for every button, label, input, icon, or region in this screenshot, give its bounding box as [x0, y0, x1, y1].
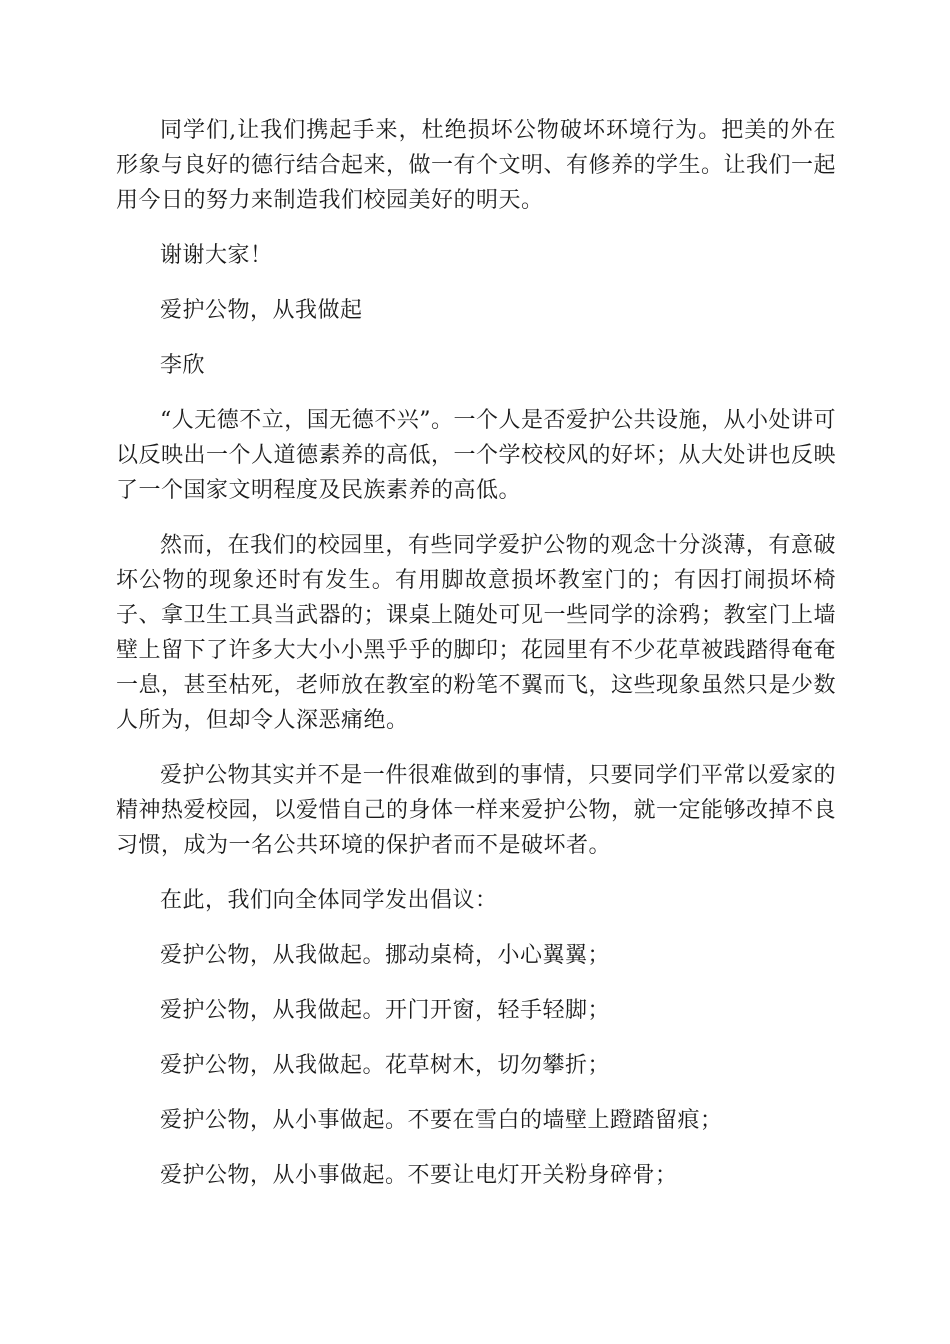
paragraph-proposal-intro: 在此，我们向全体同学发出倡议： — [160, 888, 498, 913]
proposal-item: 爱护公物，从小事做起。不要在雪白的墙壁上蹬踏留痕； — [160, 1108, 723, 1133]
proposal-item: 爱护公物，从小事做起。不要让电灯开关粉身碎骨； — [160, 1163, 678, 1188]
paragraph-advice: 爱护公物其实并不是一件很难做到的事情，只要同学们平常以爱家的精神热爱校园，以爱惜自己的身体一样来爱护公物，就一定能够改掉不良习惯，成为一名公共环境的保护者而不是破坏者。 — [116, 763, 837, 858]
paragraph-closing-appeal: 同学们,让我们携起手来，杜绝损坏公物破坏环境行为。把美的外在形象与良好的德行结合起来，做一有个文明、有修养的学生。让我们一起用今日的努力来制造我们校园美好的明天。 — [116, 118, 837, 213]
paragraph-thanks: 谢谢大家！ — [160, 243, 273, 268]
speech-author: 李欣 — [160, 353, 206, 378]
paragraph-intro: “人无德不立，国无德不兴”。一个人是否爱护公共设施，从小处讲可以反映出一个人道德素养的高低，一个学校校风的好坏；从大处讲也反映了一个国家文明程度及民族素养的高低。 — [116, 408, 837, 503]
proposal-item: 爱护公物，从我做起。开门开窗，轻手轻脚； — [160, 998, 611, 1023]
proposal-item: 爱护公物，从我做起。花草树木，切勿攀折； — [160, 1053, 611, 1078]
speech-title: 爱护公物，从我做起 — [160, 298, 363, 323]
proposal-item: 爱护公物，从我做起。挪动桌椅，小心翼翼； — [160, 943, 611, 968]
paragraph-problems: 然而，在我们的校园里，有些同学爱护公物的观念十分淡薄，有意破坏公物的现象还时有发生。有用脚故意损坏教室门的；有因打闹损坏椅子、拿卫生工具当武器的；课桌上随处可见一些同学的涂鸦；教室门上墙壁上留下了许多大大小小黑乎乎的脚印；花园里有不少花草被践踏得奄奄一息，甚至枯死，老师放在教室的粉笔不翼而飞，这些现象虽然只是少数人所为，但却令人深恶痛绝。 — [116, 533, 837, 733]
document-body — [116, 113, 836, 1213]
